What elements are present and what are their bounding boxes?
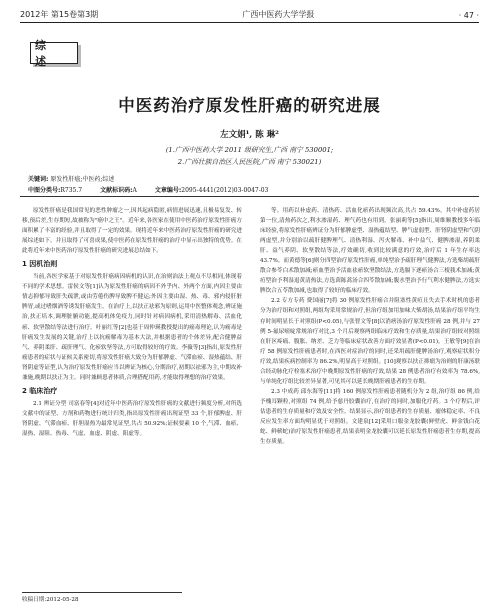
article-title: 中医药治疗原发性肝癌的研究进展: [118, 96, 381, 115]
section-heading: 1 因机治则: [22, 260, 58, 269]
paragraph: 2.3 中成药 邱东海等[11]将 160 例原发性肝癌患者随机分为 2 组,治疗组 86 例,给予槐耳颗粒,对照组 74 例,给予慈丹胶囊治疗,在治疗的同时,加服化疗药。3 个疗程后,评估患者的生存质量和疗效及安全性。结果显示,治疗组患者的生存质量、瘤体稳定率、不良反应发生率方面均明显优于对照组。文建泉[12]采用口服金龙胶囊(鲜壁虎、鲜金钱白花蛇、鲜蕲蛇)治疗原发性肝癌患者,结果表明金龙胶囊可以延长原发性肝癌患者生存期,提高生存质量。: [260, 388, 480, 446]
running-header: [20, 4, 479, 23]
keywords-value: 原发性肝癌;中医药;综述: [50, 176, 115, 183]
document-code: 文献标识码:A: [100, 187, 137, 194]
issue-info: 2012年 第15卷第3期: [20, 10, 99, 19]
paragraph: 2.1 辨证分型 司富春等[4]对近年中医药治疗原发性肝癌的文献进行频度分析,对所选文献中的证型、方剂和药物进行统计归类,指出原发性肝癌出现证型 33 个,肝郁脾虚、肝肾阴虚、气滞血瘀、肝胆湿热为最常见证型,共占 50.92%;证候要素 10 个,气滞、血瘀、湿热、湿阻、热毒、气虚、血虚、阴虚、阳虚等。: [22, 400, 242, 437]
page-number: · 47 ·: [458, 11, 479, 20]
affiliation-2: 2.广西壮族自治区人民医院,广西 南宁 530021): [177, 158, 322, 166]
divider: [20, 196, 479, 197]
paragraph: 2.2 专方专药 费国丽[7]将 30 例原发性肝癌合并阻塞性黄疸且失去手术时机的患者分为治疗组和对照组,两组均采用常规治疗,但治疗组加用加味大柴胡汤,结果治疗组平均生存时间明显长于对照组(P<0.05),与张智文等[8]以消痞汤治疗原发性肝癌 28 例,并与 27 例 5-氟尿嘧啶常规治疗对比,3 个月后观察两组临床疗效和生存质量,结果治疗组较对照组在肝区疼痛、腹胀、纳差、乏力等临床症状改善方面疗效显著(P<0.01)。王敏等[9]在治疗 58 例原发性肝癌患者时,在西医对症治疗的同时,还采用疏肝健脾汤治疗,观察症状积分疗效,结果疾病控制率为 86.2%,明显高于对照组。[10]观察以扶正抑瘤为治则的肝康汤联合经动脉化疗栓塞术治疗中晚期原发性肝癌的疗效,结果 28 例患者治疗有效率为 78.6%,与单纯化疗组比较差异显著,可见其可以延长晚期肝癌患者的生存期。: [260, 298, 480, 385]
left-column: [22, 206, 242, 439]
authors: 左文娟¹, 陈 琳²: [220, 130, 279, 140]
article-id: 文章编号:2095-4441(2012)03-0047-03: [154, 187, 269, 194]
received-date: 收稿日期:2012-05-28: [22, 592, 182, 603]
section-heading: 2 临床治疗: [22, 386, 58, 395]
paragraph: 当前,各医学家基于对原发性肝癌病因病机的认识,在治则治法上观点不尽相同,体现着不同的学术思想。雷侯文等[1]认为原发性肝癌的病因不外乎内、外两个方面,内因主要由情志抑郁导致肝失疏泄,或由劳倦伤脾导致脾不健运;外因主要由湿、热、毒、邪内侵肝脏脾胃,或过嗜烟酒等诱发肝癌发生。在治疗上,以扶正祛邪为原则,运用中医整体观念,辨证施治,扶正培本,调理脏腑功能,提高机体免疫力,同时针对病因病机,采用清热解毒、活血化瘀、软坚散结等法进行治疗。叶丽红等[2]也基于周仲瑛教授提出的癌毒理论,认为癌毒是肝癌发生发展的关键,治疗上以抗癌解毒为基本大法,并根据患者的个体差异,配合健脾益气、养阴柔肝、疏肝理气、化瘀软坚等法,方可取得较好的疗效。李薇等[3]指出,原发性肝癌患者的症状与证候关系密切,将原发性肝癌大致分为肝郁脾虚、气滞血瘀、湿热蕴结、肝肾阴虚等证型,认为治疗原发性肝癌应当以辨证为核心,分期治疗,初期以祛邪为主,中期攻补兼施,晚期以扶正为主。同时兼顾患者体质,合理搭配用药,才能取得理想的治疗效果。: [22, 274, 242, 381]
journal-name: 广西中医药大学学报: [242, 10, 315, 19]
keywords-line: [28, 174, 471, 183]
paragraph: 原发性肝癌是我国常见的恶性肿瘤之一,因其起病隐匿,病情进展迅速,且极易复发、转移,预后差,生存期短,故被称为"癌中之王"。近年来,各医家在使用中医药治疗原发性肝癌方面积累了丰富的经验,并且取得了一定的效果。现将近年来中医药治疗原发性肝癌的研究进展综述如下。并且取得了可喜成果,使中医药在原发性肝癌的治疗中显示出独特的优势。在此将近年来中医药治疗原发性肝癌的研究进展总结如下。: [22, 208, 242, 255]
paragraph: 等。用药以补虚药、清热药、活血化瘀药出现频次高,共占 59.43%。其中补虚药居第一位,清热药次之,利水渗湿药、理气药也有用到。张丽莉等[5]指出,周维顺教授多年临床经验,将原发性肝癌辨证分为肝郁脾虚型、湿热蕴结型、脾气虚弱型、肝肾阴虚型和气阴两虚型,并分别治以疏肝健脾理气、清热利湿、泻火解毒、补中益气、健脾渗湿,养阴柔肝、益气养阴、软坚散结等法,疗效确切,收到比较满意的疗效,治疗后 1 年生存率达 43.7%。而黄德等[6]则分四型治疗原发性肝癌,单纯型治予疏肝理气健脾法,方选柴胡疏肝散合参苓白术散加减;瘀血型治予活血祛瘀软坚散结法,方选膈下逐瘀汤合三棱莪术加减;黄疸型治予利湿退黄清热法,方选茵陈蒿汤合四苓散加减;腹水型治予行气利水健脾法,方选实脾饮合五苓散加减,也取得了较好的临床疗效。: [260, 208, 480, 295]
right-column: [260, 206, 480, 447]
clc-number: 中图分类号:R735.7: [28, 187, 83, 194]
classification-line: [28, 185, 471, 194]
keywords-label: 关键词:: [28, 176, 49, 183]
affiliation-1: (1.广西中医药大学 2011 级研究生,广西 南宁 530001;: [165, 146, 334, 154]
section-badge: 综 述: [30, 42, 78, 64]
